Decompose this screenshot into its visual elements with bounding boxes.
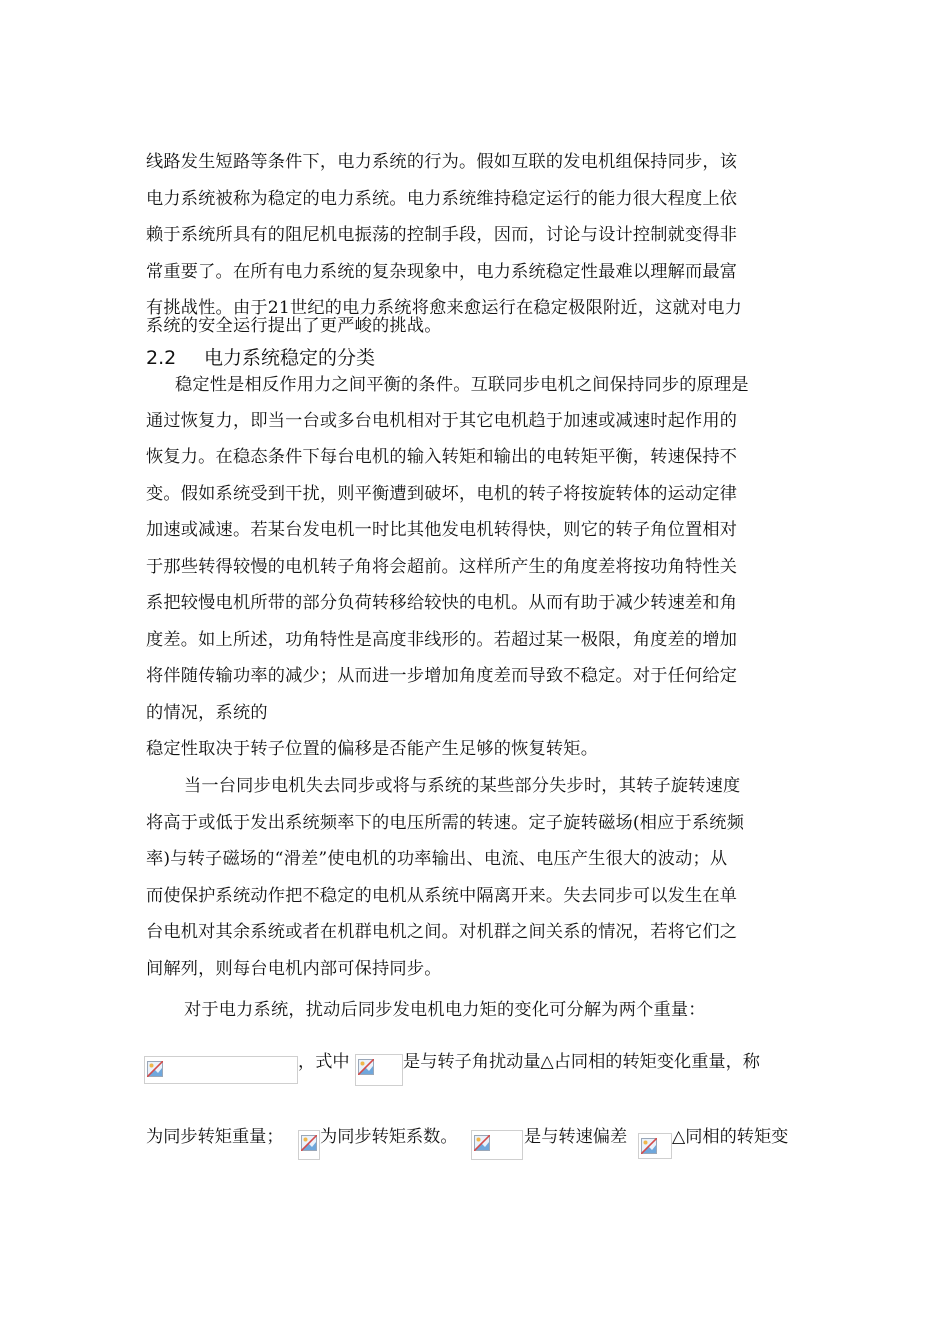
text-line: 于那些转得较慢的电机转子角将会超前。这样所产生的角度差将按功角特性关: [146, 557, 738, 577]
text-line: 线路发生短路等条件下，电力系统的行为。假如互联的发电机组保持同步，该: [146, 152, 738, 172]
text-line: 系统的安全运行提出了更严峻的挑战。: [146, 316, 442, 336]
section-title: 电力系统稳定的分类: [204, 347, 376, 369]
text-line: 稳定性是相反作用力之间平衡的条件。互联同步电机之间保持同步的原理是: [175, 375, 749, 395]
formula-image: [144, 1056, 298, 1084]
formula-text: 是与转速偏差: [524, 1127, 628, 1147]
broken-image-icon: [301, 1135, 317, 1151]
section-number: 2.2: [146, 347, 177, 369]
symbol-image: [355, 1054, 403, 1086]
text-line: 当一台同步电机失去同步或将与系统的某些部分失步时，其转子旋转速度: [184, 776, 741, 796]
text-line: 赖于系统所具有的阻尼机电振荡的控制手段，因而，讨论与设计控制就变得非: [146, 225, 738, 245]
text-line: 变。假如系统受到干扰，则平衡遭到破坏，电机的转子将按旋转体的运动定律: [146, 484, 738, 504]
text-line: 通过恢复力，即当一台或多台电机相对于其它电机趋于加速或减速时起作用的: [146, 411, 738, 431]
symbol-image: [298, 1130, 320, 1160]
text-line: 将伴随传输功率的减少；从而进一步增加角度差而导致不稳定。对于任何给定: [146, 666, 738, 686]
text-line: 电力系统被称为稳定的电力系统。电力系统维持稳定运行的能力很大程度上依: [146, 189, 738, 209]
text-line: 恢复力。在稳态条件下每台电机的输入转矩和输出的电转矩平衡，转速保持不: [146, 447, 738, 467]
broken-image-icon: [641, 1138, 657, 1154]
text-line: 常重要了。在所有电力系统的复杂现象中，电力系统稳定性最难以理解而最富: [146, 262, 738, 282]
text-line: 度差。如上所述，功角特性是高度非线形的。若超过某一极限，角度差的增加: [146, 630, 738, 650]
broken-image-icon: [474, 1135, 490, 1151]
formula-text: 为同步转矩重量；: [146, 1127, 284, 1147]
text-line: 稳定性取决于转子位置的偏移是否能产生足够的恢复转矩。: [146, 739, 599, 759]
text-line: 对于电力系统，扰动后同步发电机电力矩的变化可分解为两个重量：: [184, 1000, 706, 1020]
text-line: 率)与转子磁场的“滑差”使电机的功率输出、电流、电压产生很大的波动；从: [146, 849, 728, 869]
symbol-image: [638, 1133, 672, 1159]
symbol-image: [471, 1130, 523, 1160]
text-line: 台电机对其余系统或者在机群电机之间。对机群之间关系的情况，若将它们之: [146, 922, 738, 942]
formula-text: △同相的转矩变: [672, 1127, 789, 1147]
text-line: 间解列，则每台电机内部可保持同步。: [146, 959, 442, 979]
text-line: 系把较慢电机所带的部分负荷转移给较快的电机。从而有助于减少转速差和角: [146, 593, 738, 613]
section-heading: [146, 344, 375, 372]
text-line: 有挑战性。由于21世纪的电力系统将愈来愈运行在稳定极限附近，这就对电力: [146, 298, 743, 318]
formula-text: ，式中: [298, 1052, 350, 1072]
text-line: 而使保护系统动作把不稳定的电机从系统中隔离开来。失去同步可以发生在单: [146, 886, 738, 906]
broken-image-icon: [147, 1061, 163, 1077]
text-line: 的情况，系统的: [146, 703, 268, 723]
text-line: 将高于或低于发出系统频率下的电压所需的转速。定子旋转磁场(相应于系统频: [146, 813, 745, 833]
formula-text: 是与转子角扰动量△占同相的转矩变化重量，称: [403, 1052, 760, 1072]
broken-image-icon: [358, 1059, 374, 1075]
formula-text: 为同步转矩系数。: [320, 1127, 458, 1147]
text-line: 加速或减速。若某台发电机一时比其他发电机转得快，则它的转子角位置相对: [146, 520, 738, 540]
